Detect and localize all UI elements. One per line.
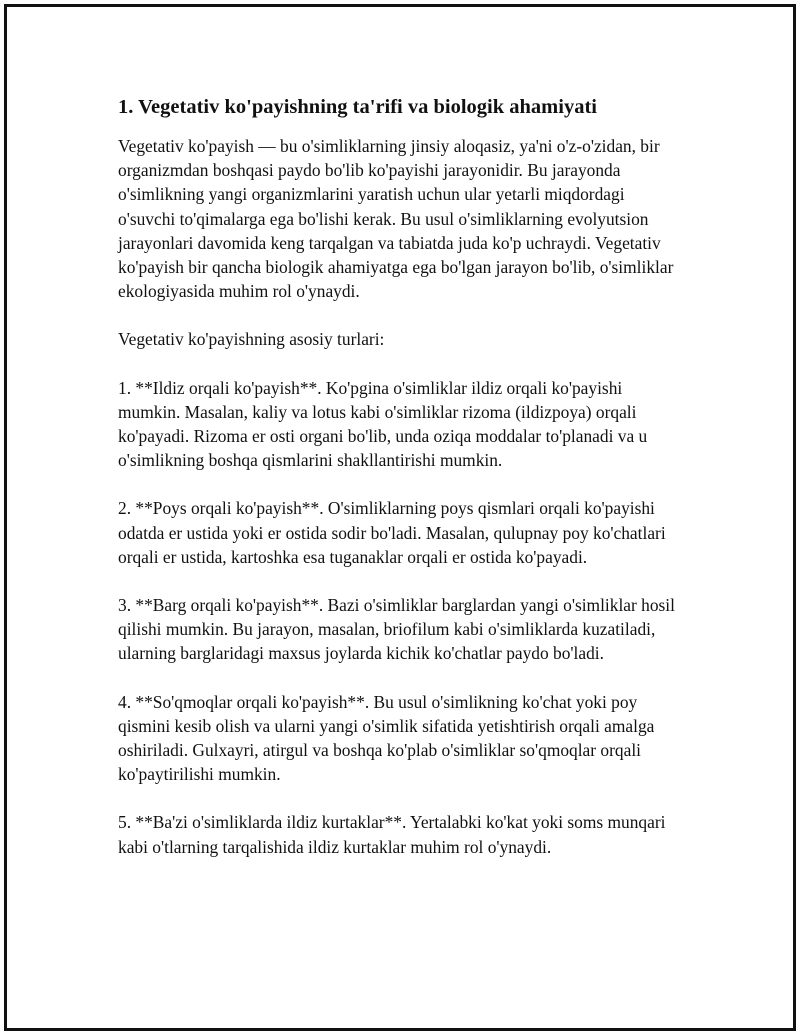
list-item-root-buds: 5. **Ba'zi o'simliklarda ildiz kurtaklar**. Yertalabki ko'kat yoki soms munqari kabi o'tlarning tarqalishida ildiz kurtaklar muhim rol o'ynaydi. [118,812,666,857]
list-item-stem: 2. **Poys orqali ko'payish**. O'simliklarning poys qismlari orqali ko'payishi odatda er ustida yoki er ostida sodir bo'ladi. Masalan, qulupnay poy ko'chatlari orqali er ustida, kartoshka esa tuganaklar orqali er ostida ko'payadi. [118,498,666,567]
list-item-leaf: 3. **Barg orqali ko'payish**. Bazi o'simliklar barglardan yangi o'simliklar hosil qilishi mumkin. Bu jarayon, masalan, briofilum kabi o'simliklarda kuzatiladi, ularning barglaridagi maxsus joylarda kichik ko'chatlar paydo bo'ladi. [118,595,675,664]
section-heading: 1. Vegetativ ko'payishning ta'rifi va biologik ahamiyati [118,96,597,118]
list-item-cuttings: 4. **So'qmoqlar orqali ko'payish**. Bu usul o'simlikning ko'chat yoki poy qismini kesib olish va ularni yangi o'simlik sifatida yetishtirish orqali amalga oshiriladi. Gulxayri, atirgul va boshqa ko'plab o'simliklar so'qmoqlar orqali ko'paytirilishi mumkin. [118,691,655,785]
types-intro: Vegetativ ko'payishning asosiy turlari: [118,329,385,350]
intro-paragraph: Vegetativ ko'payish — bu o'simliklarning jinsiy aloqasiz, ya'ni o'z-o'zidan, bir organizmdan boshqasi paydo bo'lib ko'payishi jarayonidir. Bu jarayonda o'simlikning yangi organizmlarini yaratish uchun ular yetarli miqdordagi o'suvchi to'qimalarga ega bo'lishi kerak. Bu usul o'simliklarning evolyutsion jarayonlari davomida keng tarqalgan va tabiatda juda ko'p uchraydi. Vegetativ ko'payish bir qancha biologik ahamiyatga ega bo'lgan jarayon bo'lib, o'simliklar ekologiyasida muhim rol o'ynaydi. [118,136,674,302]
document-body [118,93,678,883]
list-item-root: 1. **Ildiz orqali ko'payish**. Ko'pgina o'simliklar ildiz orqali ko'payishi mumkin. Masalan, kaliy va lotus kabi o'simliklar rizoma (ildizpoya) orqali ko'payadi. Rizoma er osti organi bo'lib, unda oziqa moddalar to'planadi va u o'simlikning boshqa qismlarini shakllantirishi mumkin. [118,377,648,471]
